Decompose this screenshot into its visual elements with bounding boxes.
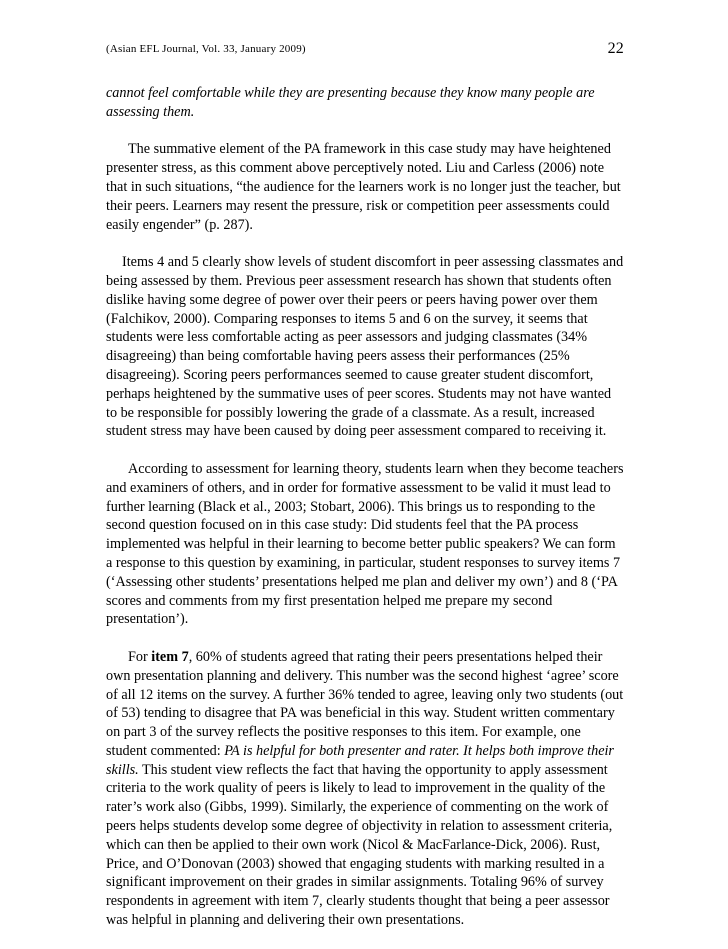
paragraph-summative-element: The summative element of the PA framework in this case study may have heightened presenter stress, as this comment above perceptively noted. Liu and Carless (2006) note that in such situations, “the audience for the learners work is no longer just the teacher, but their peers. Learners may resent the pressure, risk or competition peer assessments could easily engender” (p. 287).	[106, 141, 621, 233]
item-7-text-a: , 60% of students agreed that rating their peers presentations helped their own presentation planning and delivery. This number was the second highest ‘agree’ score of all 12 items on the survey. A further 36% tended to agree, leaving only two students (out of 53) tending to disagree that PA was beneficial in this way. Student written commentary on part 3 of the survey reflects the positive responses to this item. For example, one student commented:	[106, 648, 624, 759]
body-text	[106, 84, 624, 930]
paragraph-items-4-5: Items 4 and 5 clearly show levels of student discomfort in peer assessing classmates and being assessed by them. Previous peer assessment research has shown that students often dislike having some degree of power over their peers or peers having power over them (Falchikov, 2000). Comparing responses to items 5 and 6 on the survey, it seems that students were less comfortable acting as peer assessors and judging classmates (34% disagreeing) than being comfortable having peers assess their performances (25% disagreeing). Scoring peers performances seemed to cause greater student discomfort, perhaps heightened by the summative uses of peer scores. Students may not have wanted to be responsible for possibly lowering the grade of a classmate. As a result, increased student stress may have been caused by doing peer assessment compared to receiving it.	[106, 254, 624, 440]
document-page	[106, 40, 624, 949]
item-7-label: item 7	[151, 648, 189, 665]
running-header	[106, 40, 624, 62]
paragraph-assessment-for-learning: According to assessment for learning theory, students learn when they become teachers and examiners of others, and in order for formative assessment to be valid it must lead to further learning (Black et al., 2003; Stobart, 2006). This brings us to responding to the second question focused on in this case study: Did students feel that the PA process implemented was helpful in their learning to become better public speakers? We can form a response to this question by examining, in particular, student responses to survey items 7 (‘Assessing other students’ presentations helped me plan and deliver my own’) and 8 (‘PA scores and comments from my first presentation helped me prepare my second presentation’).	[106, 460, 624, 628]
item-7-lead: For	[128, 648, 152, 665]
journal-citation: (Asian EFL Journal, Vol. 33, January 2009)	[106, 43, 306, 55]
student-quote: PA is helpful for both presenter and rater. It helps both improve their skills.	[106, 742, 614, 778]
paragraph-quote-continuation: cannot feel comfortable while they are presenting because they know many people are assessing them.	[106, 85, 595, 120]
paragraph-item-7	[106, 648, 624, 930]
page-number: 22	[607, 40, 624, 57]
item-7-text-b: This student view reflects the fact that having the opportunity to apply assessment criteria to the work quality of peers is likely to lead to improvement in the quality of the rater’s work also (Gibbs, 1999). Similarly, the experience of commenting on the work of peers helps students develop some degree of objectivity in relation to assessment criteria, which can then be applied to their own work (Nicol & MacFarlance-Dick, 2006). Rust, Price, and O’Donovan (2003) showed that engaging students with marking resulted in a significant improvement on their grades in similar assignments. Totaling 96% of survey respondents in agreement with item 7, clearly students thought that being a peer assessor was helpful in planning and delivering their own presentations.	[106, 761, 613, 929]
